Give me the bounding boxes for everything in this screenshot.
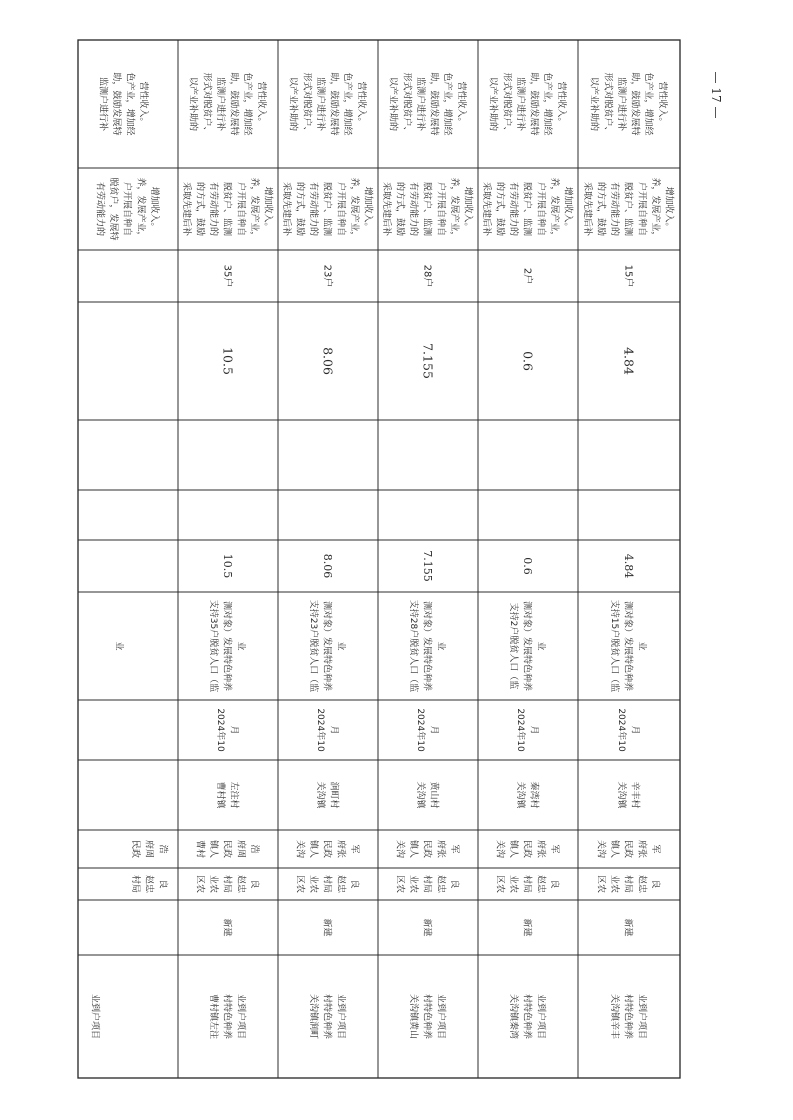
fund-total: 10.5 (220, 347, 236, 375)
implementing-gov: 关沟 镇人 民政 府张 军 (494, 839, 559, 859)
project-location: 关沟镇 黄山村 (414, 781, 439, 809)
table-cell (278, 490, 378, 540)
fund-central: 10.5 (221, 553, 235, 579)
responsible-dept: 区农 业农 村局 赵忠 良 (394, 874, 459, 894)
responsible-dept: 区农 业农 村局 赵忠 良 (595, 874, 660, 894)
beneficiary-households: 35户 (221, 264, 233, 288)
table-cell (378, 420, 478, 490)
benefit-mechanism: 采取先建后补 的方式，鼓励 有劳动能力的 脱贫户、监测 户开展自种自 养，发展产业， 增加收入。 (581, 177, 674, 241)
project-content: 支持23户脱贫人口（监 测对象）发展特色种养 业 (308, 599, 346, 693)
table-cell (578, 420, 680, 490)
project-location: 关沟镇 秦湾村 (514, 781, 539, 809)
project-location: 曹村镇 左注村 (214, 781, 239, 809)
benefit-mechanism: 采取先建后补 的方式，鼓励 有劳动能力的 脱贫户、监测 户开展自种自 养，发展产业， 增加收入。 (180, 177, 273, 241)
responsible-dept: 区农 业农 村局 赵忠 良 (294, 874, 359, 894)
header-content: 业 (113, 641, 124, 651)
beneficiary-households: 2户 (521, 267, 533, 285)
support-method: 以产业补助的 形式对脱贫户、 监测户进行补 助，鼓励发展特 色产业，增加经 营性收入。 (187, 72, 266, 136)
construction-type: 新建 (221, 918, 232, 937)
page-number: — 17 — (709, 71, 723, 119)
construction-type: 新建 (622, 918, 633, 937)
construction-type: 新建 (521, 918, 532, 937)
beneficiary-households: 15户 (622, 264, 634, 288)
header-gov: 民政 府周 浩 (130, 839, 168, 859)
completion-date: 2024年10 月 (615, 708, 640, 752)
support-method: 以产业补助的 形式对脱贫户、 监测户进行补 助，鼓励发展特 色产业，增加经 营性收入。 (588, 72, 667, 136)
implementing-gov: 关沟 镇人 民政 府张 军 (595, 839, 660, 859)
project-name: 关沟镇辛丰 村特色种养 业到户项目 (609, 993, 647, 1040)
table-cell (78, 302, 178, 420)
table-cell (578, 700, 680, 760)
table-cell (78, 760, 178, 830)
table-cell (378, 490, 478, 540)
project-name: 曹村镇左注 村特色种养 业到户项目 (208, 993, 246, 1040)
project-location: 关沟镇 辛丰村 (615, 781, 640, 809)
table-cell (178, 420, 278, 490)
table-cell (278, 760, 378, 830)
table-cell (478, 490, 578, 540)
responsible-dept: 区农 业农 村局 赵忠 良 (494, 874, 559, 894)
fund-total: 4.84 (621, 347, 637, 375)
implementing-gov: 曹村 镇人 民政 府周 浩 (194, 839, 259, 859)
table-cell (178, 700, 278, 760)
fund-central: 8.06 (321, 553, 335, 579)
header-project: 业到户项目 (89, 993, 100, 1040)
project-content: 支持35户脱贫人口（监 测对象）发展特色种养 业 (208, 599, 246, 693)
table-cell (78, 490, 178, 540)
table-cell (478, 760, 578, 830)
support-method: 以产业补助的 形式对脱贫户、 监测户进行补 助，鼓励发展特 色产业，增加经 营性收入。 (287, 72, 366, 136)
beneficiary-households: 23户 (321, 264, 333, 288)
project-name: 关沟镇秦湾 村特色种养 业到户项目 (508, 993, 546, 1040)
table-cell (278, 700, 378, 760)
table-cell (578, 490, 680, 540)
table-cell (78, 540, 178, 592)
completion-date: 2024年10 月 (514, 708, 539, 752)
project-content: 支持28户脱贫人口（监 测对象）发展特色种养 业 (408, 599, 446, 693)
responsible-dept: 区农 业农 村局 赵忠 良 (194, 874, 259, 894)
fund-total: 8.06 (320, 347, 336, 375)
project-name: 关沟镇涧町 村特色种养 业到户项目 (308, 993, 346, 1040)
project-name: 关沟镇黄山 村特色种养 业到户项目 (408, 993, 446, 1040)
completion-date: 2024年10 月 (314, 708, 339, 752)
benefit-mechanism: 采取先建后补 的方式，鼓励 有劳动能力的 脱贫户、监测 户开展自种自 养，发展产业， 增加收入。 (280, 177, 373, 241)
implementing-gov: 关沟 镇人 民政 府张 军 (294, 839, 359, 859)
table-cell (478, 420, 578, 490)
support-method: 以产业补助的 形式对脱贫户、 监测户进行补 助，鼓励发展特 色产业，增加经 营性收入。 (487, 72, 566, 136)
construction-type: 新建 (421, 918, 432, 937)
table-cell (78, 900, 178, 955)
table-cell (78, 700, 178, 760)
table-cell (378, 760, 478, 830)
completion-date: 2024年10 月 (414, 708, 439, 752)
table-cell (78, 420, 178, 490)
top-benefit: 有劳动能力的 脱贫户，发展特 户开展自种自 养，发展产业， 增加收入。 (94, 177, 159, 241)
top-method: 监测户进行补 助，鼓励发展特 色产业，增加经 营性收入。 (97, 72, 149, 136)
fund-total: 7.155 (420, 343, 436, 379)
benefit-mechanism: 采取先建后补 的方式，鼓励 有劳动能力的 脱贫户、监测 户开展自种自 养，发展产业， 增加收入。 (380, 177, 473, 241)
table-cell (278, 420, 378, 490)
fund-central: 7.155 (421, 550, 435, 582)
table-cell (378, 700, 478, 760)
table-cell (178, 760, 278, 830)
fund-total: 0.6 (520, 351, 536, 371)
project-location: 关沟镇 涧町村 (314, 781, 339, 809)
fund-central: 4.84 (622, 553, 636, 579)
table-cell (178, 490, 278, 540)
table-cell (78, 250, 178, 302)
construction-type: 新建 (321, 918, 332, 937)
implementing-gov: 关沟 镇人 民政 府张 军 (394, 839, 459, 859)
table-cell (578, 760, 680, 830)
table-cell (78, 592, 178, 700)
beneficiary-households: 28户 (421, 264, 433, 288)
fund-central: 0.6 (521, 557, 535, 575)
completion-date: 2024年10 月 (214, 708, 239, 752)
benefit-mechanism: 采取先建后补 的方式，鼓励 有劳动能力的 脱贫户、监测 户开展自种自 养，发展产业， 增加收入。 (480, 177, 573, 241)
header-owner: 村局 赵忠 良 (130, 874, 168, 894)
project-content: 支持15户脱贫人口（监 测对象）发展特色种养 业 (609, 599, 647, 693)
table-cell (478, 700, 578, 760)
support-method: 以产业补助的 形式对脱贫户、 监测户进行补 助，鼓励发展特 色产业，增加经 营性收入。 (387, 72, 466, 136)
project-content: 支持2户脱贫人口（监 测对象）发展特色种养 业 (508, 600, 546, 692)
